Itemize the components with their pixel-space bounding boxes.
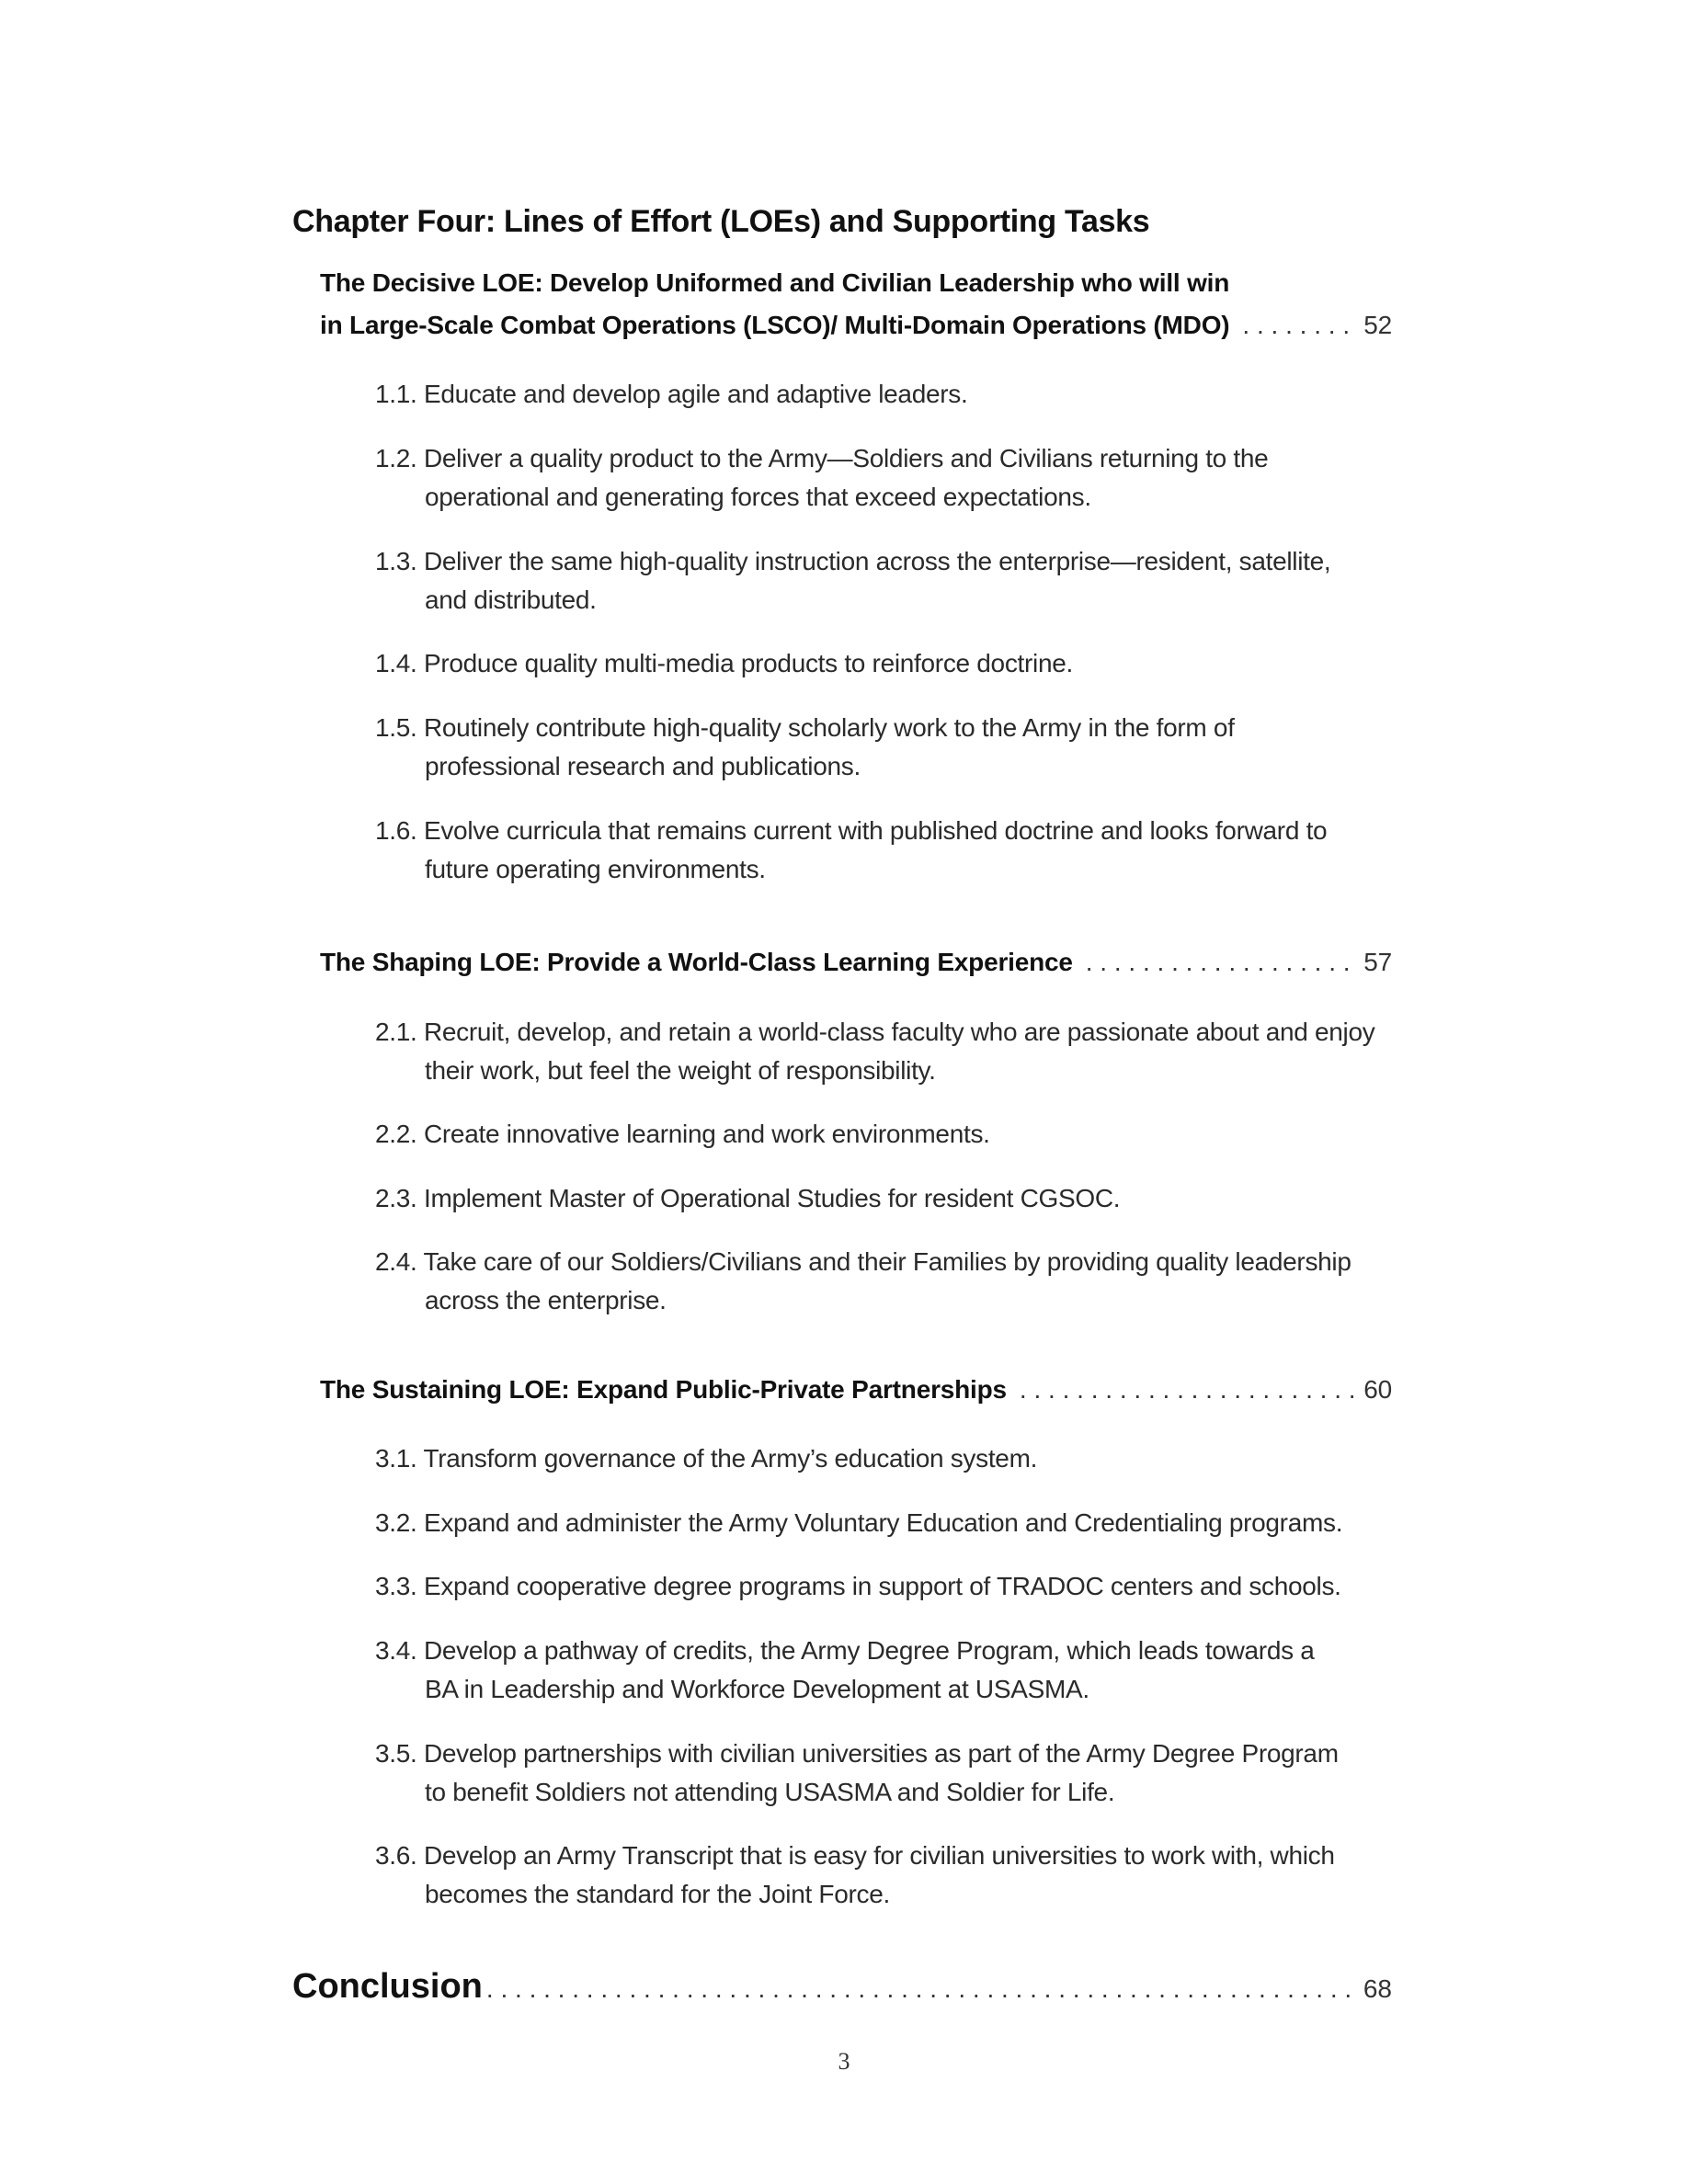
task-item — [375, 542, 1386, 620]
entry-title: The Shaping LOE: Provide a World-Class Learning Experience — [320, 948, 1073, 976]
chapter-title: Chapter Four: Lines of Effort (LOEs) and Supporting Tasks — [292, 204, 1150, 239]
entry-page-number: 57 — [1363, 948, 1392, 976]
task-text: 1.2. Deliver a quality product to the Army—Soldiers and Civilians returning to the — [375, 444, 1269, 472]
task-item — [375, 1632, 1386, 1709]
task-text-continuation: future operating environments. — [425, 855, 766, 883]
task-item — [375, 375, 1386, 414]
task-item — [375, 709, 1386, 786]
toc-entry-conclusion[interactable] — [292, 1967, 1392, 2007]
page-number: 3 — [838, 2048, 850, 2075]
entry-title-line2: in Large-Scale Combat Operations (LSCO)/ Multi-Domain Operations (MDO) — [320, 311, 1230, 339]
task-text-continuation: and distributed. — [425, 586, 597, 614]
entry-title: The Sustaining LOE: Expand Public-Private Partnerships — [320, 1375, 1007, 1404]
task-item — [375, 1115, 1386, 1154]
dot-leader — [1242, 311, 1358, 340]
task-text: 2.4. Take care of our Soldiers/Civilians and their Families by providing quality leadership — [375, 1247, 1352, 1276]
task-text: 3.5. Develop partnerships with civilian universities as part of the Army Degree Program — [375, 1739, 1339, 1768]
toc-entry-decisive-loe[interactable] — [320, 268, 1392, 340]
task-text: 1.3. Deliver the same high-quality instruction across the enterprise—resident, satellite, — [375, 547, 1331, 575]
task-text: 2.3. Implement Master of Operational Studies for resident CGSOC. — [375, 1184, 1121, 1212]
task-item — [375, 1243, 1386, 1320]
task-text-continuation: operational and generating forces that exceed expectations. — [425, 483, 1091, 511]
entry-page-number: 60 — [1363, 1375, 1392, 1404]
entry-title-line1: The Decisive LOE: Develop Uniformed and Civilian Leadership who will win — [320, 268, 1230, 297]
task-text: 3.1. Transform governance of the Army’s education system. — [375, 1444, 1038, 1473]
task-text-continuation: becomes the standard for the Joint Force. — [425, 1880, 890, 1908]
task-item — [375, 1567, 1386, 1606]
entry-page-number: 68 — [1363, 1974, 1392, 2003]
task-text: 3.4. Develop a pathway of credits, the Army Degree Program, which leads towards a — [375, 1636, 1315, 1665]
task-text-continuation: professional research and publications. — [425, 752, 861, 780]
task-item — [375, 1735, 1386, 1812]
task-text-continuation: to benefit Soldiers not attending USASMA and Soldier for Life. — [425, 1778, 1115, 1806]
task-text-continuation: their work, but feel the weight of responsibility. — [425, 1056, 936, 1085]
task-item — [375, 439, 1386, 517]
task-item — [375, 812, 1386, 889]
task-text-continuation: across the enterprise. — [425, 1286, 667, 1314]
task-text: 2.2. Create innovative learning and work environments. — [375, 1120, 990, 1148]
toc-entry-shaping-loe[interactable] — [320, 948, 1392, 977]
task-item — [375, 644, 1386, 683]
task-text: 3.3. Expand cooperative degree programs in support of TRADOC centers and schools. — [375, 1572, 1341, 1600]
task-item — [375, 1439, 1386, 1478]
task-text: 3.6. Develop an Army Transcript that is easy for civilian universities to work with, which — [375, 1841, 1335, 1870]
task-item — [375, 1179, 1386, 1218]
task-text: 3.2. Expand and administer the Army Voluntary Education and Credentialing programs. — [375, 1508, 1343, 1537]
dot-leader — [1020, 1375, 1358, 1405]
entry-page-number: 52 — [1363, 311, 1392, 339]
task-text: 2.1. Recruit, develop, and retain a world-class faculty who are passionate about and enjoy — [375, 1018, 1375, 1046]
task-text-continuation: BA in Leadership and Workforce Development at USASMA. — [425, 1675, 1089, 1703]
task-text: 1.4. Produce quality multi-media products to reinforce doctrine. — [375, 649, 1073, 677]
dot-leader — [1086, 948, 1359, 977]
task-text: 1.5. Routinely contribute high-quality scholarly work to the Army in the form of — [375, 713, 1235, 742]
task-item — [375, 1837, 1386, 1914]
task-text: 1.6. Evolve curricula that remains current with published doctrine and looks forward to — [375, 816, 1328, 845]
toc-entry-sustaining-loe[interactable] — [320, 1375, 1392, 1405]
entry-title: Conclusion — [292, 1967, 483, 2006]
dot-leader — [486, 1974, 1358, 2004]
task-item — [375, 1504, 1386, 1542]
task-item — [375, 1013, 1386, 1090]
task-text: 1.1. Educate and develop agile and adaptive leaders. — [375, 380, 968, 408]
